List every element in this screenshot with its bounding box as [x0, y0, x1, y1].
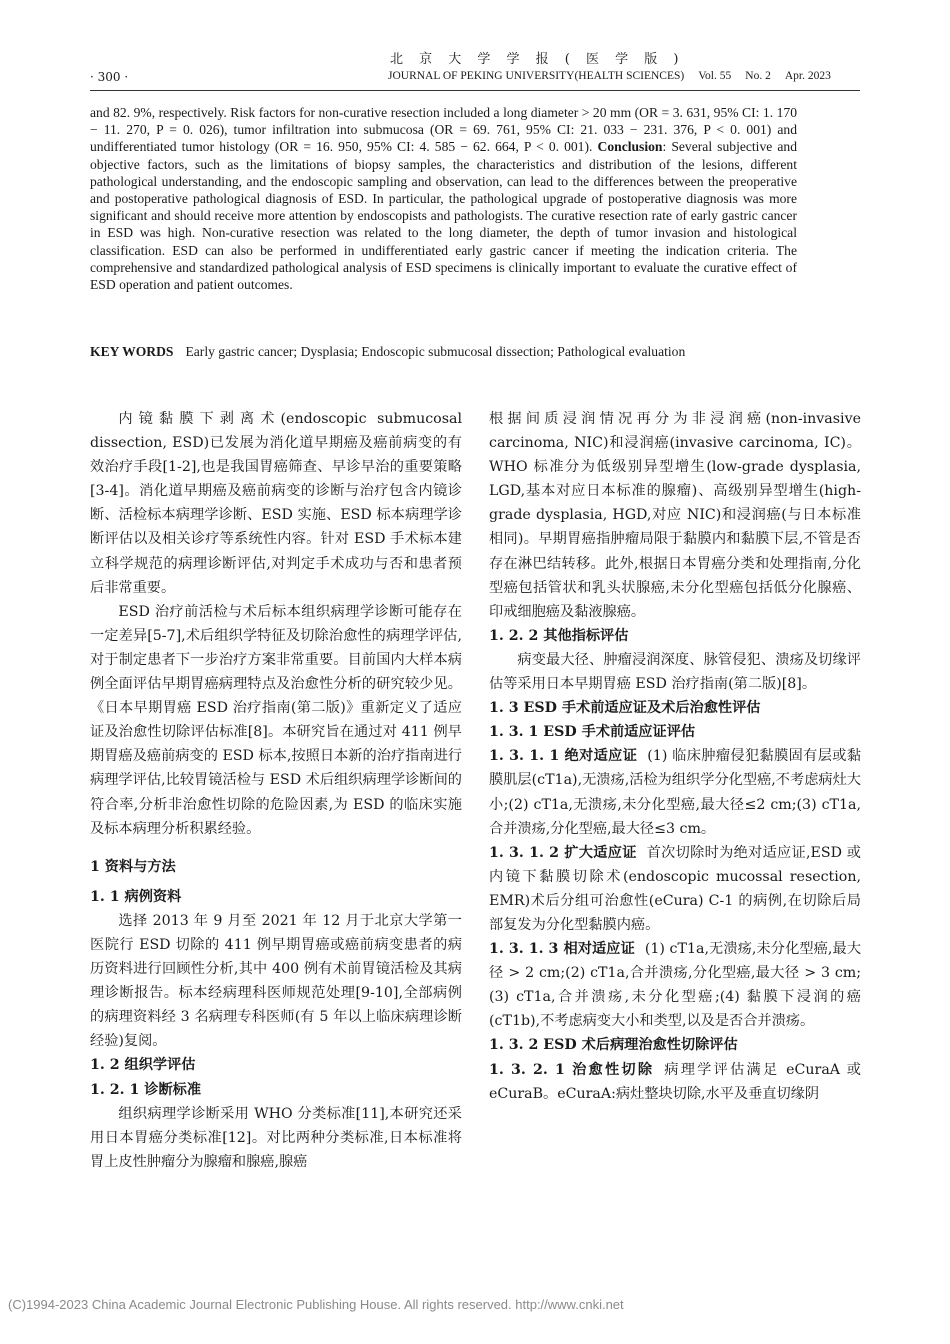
section-1-2-2-heading: 1. 2. 2 其他指标评估 [489, 627, 629, 644]
section-1-3-1-3-text: (1) cT1a,无溃疡,未分化型癌,最大径 > 2 cm;(2) cT1a,合并溃疡,分化型癌,最大径 > 3 cm;(3) cT1a,合并溃疡,未分化型癌;(4) 黏膜下浸润的癌(cT1b),不考虑病变大小和类型,以及是否合并溃疡。 [489, 941, 862, 1030]
copyright-footer: (C)1994-2023 China Academic Journal Electronic Publishing House. All rights reserved. http://www.cnki.net [8, 1297, 624, 1312]
section-1-3-1-1-label: 1. 3. 1. 1 绝对适应证 [489, 748, 638, 765]
section-1-2-1-text: 组织病理学诊断采用 WHO 分类标准[11],本研究还采用日本胃癌分类标准[12]。对比两种分类标准,日本标准将胃上皮性肿瘤分为腺瘤和腺癌,腺癌 [90, 1105, 462, 1170]
page-number: · 300 · [90, 70, 129, 84]
issue: No. 2 [745, 70, 771, 82]
section-1-3-2-heading: 1. 3. 2 ESD 术后病理治愈性切除评估 [489, 1037, 738, 1054]
section-1-3-1-1 [489, 744, 861, 840]
abstract-block [90, 104, 797, 293]
section-1-2-1-heading: 1. 2. 1 诊断标准 [90, 1081, 202, 1098]
right-column [489, 407, 861, 1106]
section-1-3-2-1-text: 病理学评估满足 eCuraA 或 eCuraB。eCuraA:病灶整块切除,水平及垂直切缘阴 [489, 1061, 861, 1102]
section-1-2-heading: 1. 2 组织学评估 [90, 1057, 196, 1074]
intro-paragraph-2: ESD 治疗前活检与术后标本组织病理学诊断可能存在一定差异[5-7],术后组织学特征及切除治愈性的病理学评估,对于制定患者下一步治疗方案非常重要。目前国内大样本病例全面评估早期胃癌病理特点及治愈性分析的研究较少见。《日本早期胃癌 ESD 治疗指南(第二版)》重新定义了适应证及治愈性切除评估标准[8]。本研究旨在通过对 411 例早期胃癌及癌前病变的 ESD 标本,按照日本新的治疗指南进行病理学评估,比较胃镜活检与 ESD 术后组织病理学诊断间的符合率,分析非治愈性切除的危险因素,为 ESD 的临床实施及标本病理分析积累经验。 [90, 603, 462, 837]
section-1-3-1-1-text: (1) 临床肿瘤侵犯黏膜固有层或黏膜肌层(cT1a),无溃疡,活检为组织学分化型癌,不考虑病灶大小;(2) cT1a,无溃疡,未分化型癌,最大径≤2 cm;(3) cT1a,合并溃疡,分化型癌,最大径≤3 cm。 [489, 748, 862, 837]
section-1-3-1-2 [489, 841, 861, 937]
issue-date: Apr. 2023 [784, 70, 831, 82]
section-1-heading: 1 资料与方法 [90, 858, 176, 875]
journal-title-en [388, 70, 831, 82]
section-1-3-1-2-text: 首次切除时为绝对适应证,ESD 或内镜下黏膜切除术(endoscopic mucossal resection, EMR)术后分组可治愈性(eCura) C-1 的病例,在切除后局部复发为分化型黏膜内癌。 [489, 844, 861, 933]
section-1-3-heading: 1. 3 ESD 手术前适应证及术后治愈性评估 [489, 700, 761, 717]
abstract-results: and 82. 9%, respectively. Risk factors for non-curative resection included a long diameter > 20 mm (OR = 3. 631, 95% CI: 1. 170 − 11. 270, P = 0. 026), tumor infiltration into submucosa (OR = 69. 761, 95% CI: 21. 033 − 231. 376, P < 0. 001) and undifferentiated tumor histology (OR = 16. 950, 95% CI: 4. 585 − 62. 664, P < 0. 001). [90, 105, 797, 155]
left-column [90, 407, 462, 1174]
section-1-3-2-1-label: 1. 3. 2. 1 治愈性切除 [489, 1061, 655, 1078]
section-1-3-1-heading: 1. 3. 1 ESD 手术前适应证评估 [489, 724, 696, 741]
keywords-text: Early gastric cancer; Dysplasia; Endoscopic submucosal dissection; Pathological evaluation [185, 344, 686, 359]
continued-text: 根据间质浸润情况再分为非浸润癌(non-invasive carcinoma, NIC)和浸润癌(invasive carcinoma, IC)。WHO 标准分为低级别异型增生(low-grade dysplasia, LGD,基本对应日本标准的腺瘤)、高级别异型增生(high-grade dysplasia, HGD,对应 NIC)和浸润癌(与日本标准相同)。早期胃癌指肿瘤局限于黏膜内和黏膜下层,不管是否存在淋巴结转移。此外,根据日本胃癌分类和处理指南,分化型癌包括管状和乳头状腺癌,未分化型癌包括低分化腺癌、印戒细胞癌及黏液腺癌。 [489, 411, 861, 620]
header-rule [90, 90, 860, 91]
section-1-1-heading: 1. 1 病例资料 [90, 888, 182, 905]
conclusion-text: : Several subjective and objective factors, such as the limitations of biopsy samples, the characteristics and distribution of the lesions, different pathological understanding, and the endoscopic sampling and observation, can lead to the differences between the preoperative and postoperative pathological diagnosis of ESD. In particular, the pathological upgrade of postoperative diagnosis was more significant and should receive more attention by endoscopists and pathologists. The curative resection rate of early gastric cancer in ESD was high. Non-curative resection was related to the long diameter, the depth of tumor invasion and histological classification. ESD can also be performed in undifferentiated early gastric cancer if meeting the indication criteria. The comprehensive and standardized pathological analysis of ESD specimens is clinically important to evaluate the curative effect of ESD operation and patient outcomes. [90, 139, 798, 293]
keywords-label: KEY WORDS [90, 344, 174, 359]
volume: Vol. 55 [698, 70, 732, 82]
section-1-3-1-3-label: 1. 3. 1. 3 相对适应证 [489, 941, 635, 958]
intro-paragraph-1: 内镜黏膜下剥离术(endoscopic submucosal dissection, ESD)已发展为消化道早期癌及癌前病变的有效治疗手段[1-2],也是我国胃癌筛查、早诊早治的重要策略[3-4]。消化道早期癌及癌前病变的诊断与治疗包含内镜诊断、活检标本病理学诊断、ESD 实施、ESD 标本病理学诊断评估以及相关诊疗等系统性内容。针对 ESD 手术标本建立科学规范的病理诊断评估,对判定手术成功与否和患者预后非常重要。 [90, 411, 462, 596]
section-1-3-1-2-label: 1. 3. 1. 2 扩大适应证 [489, 844, 637, 861]
keywords-block [90, 343, 797, 361]
section-1-3-2-1 [489, 1058, 861, 1106]
conclusion-label: Conclusion [597, 139, 663, 155]
journal-name-en: JOURNAL OF PEKING UNIVERSITY(HEALTH SCIENCES) [388, 70, 685, 82]
section-1-2-2-text: 病变最大径、肿瘤浸润深度、脉管侵犯、溃疡及切缘评估等采用日本早期胃癌 ESD 治疗指南(第二版)[8]。 [489, 651, 861, 693]
section-1-1-text: 选择 2013 年 9 月至 2021 年 12 月于北京大学第一医院行 ESD 切除的 411 例早期胃癌或癌前病变患者的病历资料进行回顾性分析,其中 400 例有术前胃镜活检及其病理诊断报告。标本经病理科医师规范处理[9-10],全部病例的病理资料经 3 名病理专科医师(有 5 年以上临床病理诊断经验)复阅。 [90, 912, 462, 1050]
journal-title-cn: 北 京 大 学 学 报 ( 医 学 版 ) [390, 52, 685, 67]
section-1-3-1-3 [489, 937, 861, 1033]
